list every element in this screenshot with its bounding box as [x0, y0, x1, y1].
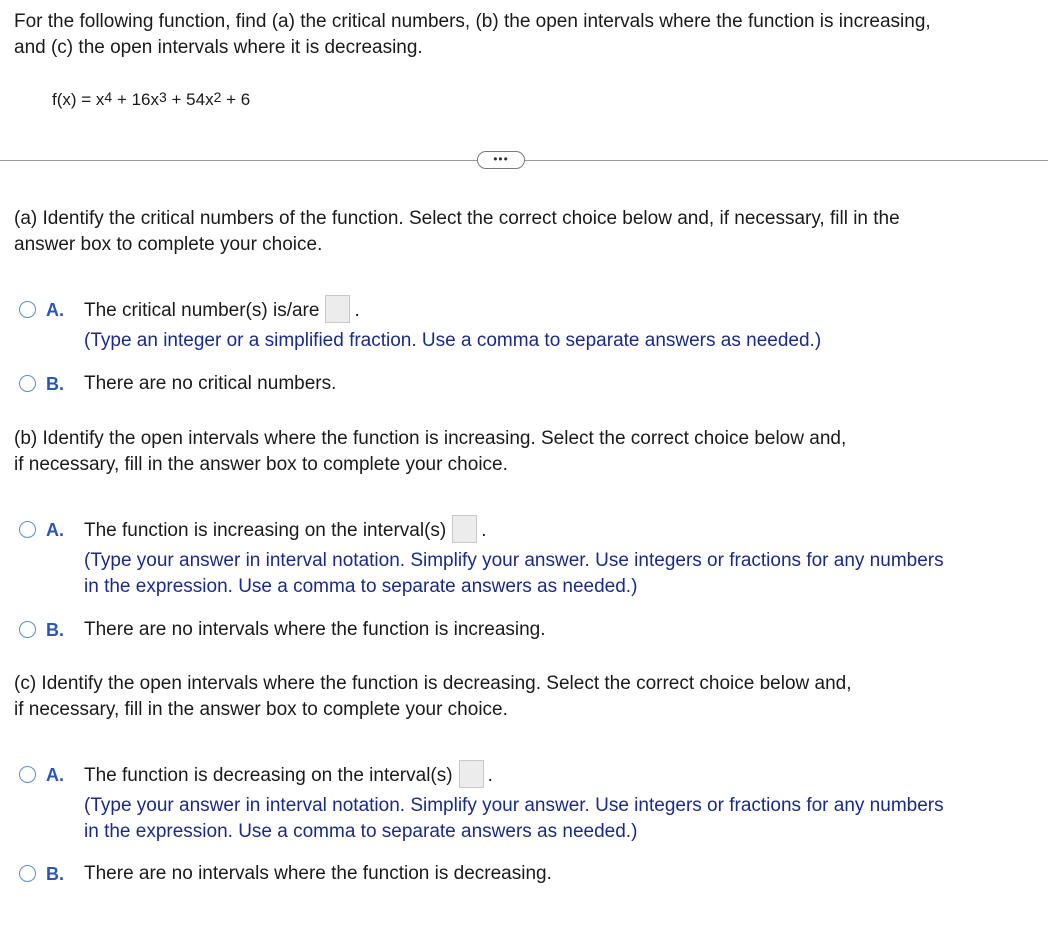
part-a-option-a-letter: A.: [46, 300, 64, 320]
intro-line-2: and (c) the open intervals where it is decreasing.: [14, 37, 423, 58]
function-exp-1: 4: [104, 89, 113, 105]
part-a-option-a-period: .: [354, 300, 360, 321]
part-c-option-a-radio[interactable]: [19, 766, 36, 783]
part-c-option-a-line: [84, 763, 493, 789]
part-b-option-a-letter: A.: [46, 520, 64, 540]
part-b-option-a-hint-line-2: in the expression. Use a comma to separate answers as needed.): [84, 576, 638, 597]
part-a-option-a-hint: (Type an integer or a simplified fraction. Use a comma to separate answers as needed.): [84, 330, 822, 351]
function-exp-2: 3: [159, 89, 167, 105]
part-a-option-b-text: There are no critical numbers.: [84, 373, 337, 394]
part-a-option-b-radio[interactable]: [19, 375, 36, 392]
part-c-option-b-text: There are no intervals where the function is decreasing.: [84, 863, 552, 884]
part-b-prompt-line-2: if necessary, fill in the answer box to complete your choice.: [14, 454, 508, 475]
part-a-option-a-line: [84, 298, 360, 324]
part-c-prompt-line-1: (c) Identify the open intervals where the function is decreasing. Select the correct choice below and,: [14, 673, 852, 694]
part-c-option-a-period: .: [487, 765, 493, 786]
part-b-option-b-radio[interactable]: [19, 621, 36, 638]
part-b-prompt-line-1: (b) Identify the open intervals where the function is increasing. Select the correct choice below and,: [14, 428, 847, 449]
intro-line-1: For the following function, find (a) the critical numbers, (b) the open intervals where the function is increasing,: [14, 11, 931, 32]
part-c-prompt-line-2: if necessary, fill in the answer box to complete your choice.: [14, 699, 508, 720]
function-term-3: + 54x: [166, 90, 214, 109]
part-b-option-a-radio[interactable]: [19, 521, 36, 538]
function-term-2: + 16x: [112, 90, 160, 109]
part-a-option-a-radio[interactable]: [19, 301, 36, 318]
function-expression: [52, 90, 250, 110]
function-exp-3: 2: [213, 89, 222, 105]
part-c-option-a-text: The function is decreasing on the interval(s): [84, 765, 453, 786]
part-a-option-b-letter: B.: [46, 374, 64, 394]
part-b-option-b-letter: B.: [46, 620, 64, 640]
function-prefix: f(x) = x: [52, 90, 105, 109]
part-a-prompt-line-2: answer box to complete your choice.: [14, 234, 323, 255]
expand-button[interactable]: •••: [477, 151, 525, 169]
part-b-answer-box[interactable]: [452, 515, 477, 543]
part-c-option-b-letter: B.: [46, 864, 64, 884]
part-c-option-a-letter: A.: [46, 765, 64, 785]
part-b-option-a-text: The function is increasing on the interval(s): [84, 520, 447, 541]
part-c-answer-box[interactable]: [459, 760, 484, 788]
part-b-option-a-period: .: [481, 520, 487, 541]
part-b-option-a-hint-line-1: (Type your answer in interval notation. Simplify your answer. Use integers or fractions for any numbers: [84, 550, 944, 571]
part-c-option-b-radio[interactable]: [19, 865, 36, 882]
part-c-option-a-hint-line-1: (Type your answer in interval notation. Simplify your answer. Use integers or fractions for any numbers: [84, 795, 944, 816]
part-a-option-a-text: The critical number(s) is/are: [84, 300, 320, 321]
part-a-prompt-line-1: (a) Identify the critical numbers of the function. Select the correct choice below and, if necessary, fill in the: [14, 208, 900, 229]
part-b-option-b-text: There are no intervals where the function is increasing.: [84, 619, 546, 640]
part-a-answer-box[interactable]: [325, 295, 350, 323]
part-c-option-a-hint-line-2: in the expression. Use a comma to separate answers as needed.): [84, 821, 638, 842]
part-b-option-a-line: [84, 518, 487, 544]
function-term-4: + 6: [221, 90, 251, 109]
